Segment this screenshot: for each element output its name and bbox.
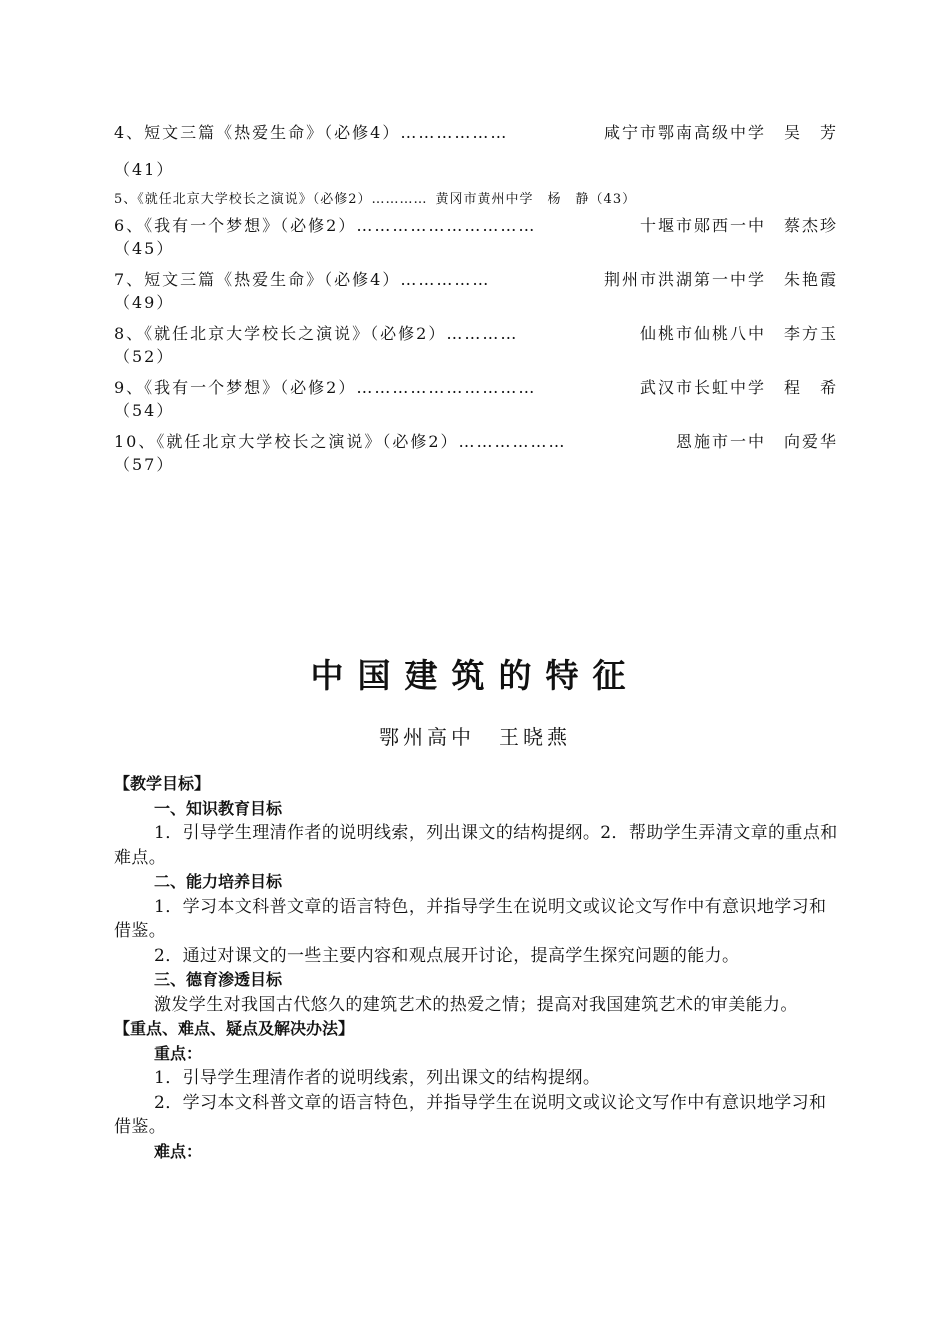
paragraph: 2．学习本文科普文章的语言特色，并指导学生在说明文或议论文写作中有意识地学习和借鉴。	[114, 1092, 827, 1137]
toc-entry-title: 6、《我有一个梦想》（必修2）…………………………	[114, 216, 537, 235]
toc-entry-title: 10、《就任北京大学校长之演说》（必修2）………………	[114, 432, 567, 451]
article-author: 鄂州高中 王晓燕	[379, 725, 571, 749]
paragraph: 1．引导学生理清作者的说明线索，列出课文的结构提纲。2．帮助学生弄清文章的重点和难点。	[114, 823, 838, 868]
toc-entry-author: 恩施市一中 向爱华	[675, 432, 838, 451]
toc-entry[interactable]	[114, 120, 838, 180]
toc-entry-title: 7、短文三篇《热爱生命》（必修4）……………	[114, 270, 491, 289]
subheading-knowledge-goals: 一、知识教育目标	[154, 798, 283, 818]
toc-entry-author: 仙桃市仙桃八中 李方玉	[639, 324, 838, 343]
section-heading-teaching-goals: 【教学目标】	[114, 774, 211, 793]
toc-entry-author: 黄冈市黄州中学 杨 静（43）	[435, 192, 637, 207]
toc-entry-title: 4、短文三篇《热爱生命》（必修4）………………	[114, 123, 509, 142]
paragraph: 1．学习本文科普文章的语言特色，并指导学生在说明文或议论文写作中有意识地学习和借鉴。	[114, 896, 827, 941]
toc-entry[interactable]	[114, 321, 838, 367]
toc-entry[interactable]	[114, 188, 838, 207]
table-of-contents	[114, 120, 838, 475]
toc-entry-page: （45）	[114, 239, 175, 258]
paragraph: 激发学生对我国古代悠久的建筑艺术的热爱之情；提高对我国建筑艺术的审美能力。	[154, 994, 798, 1015]
toc-entry-page: （57）	[114, 455, 175, 474]
toc-entry-title: 5、《就任北京大学校长之演说》（必修2）…………	[114, 192, 428, 207]
toc-entry-author: 十堰市郧西一中 蔡杰珍	[639, 216, 838, 235]
toc-entry-author: 咸宁市鄂南高级中学 吴 芳	[603, 123, 838, 142]
toc-entry[interactable]	[114, 429, 838, 475]
toc-entry-page: （49）	[114, 293, 175, 312]
article-title: 中国建筑的特征	[310, 656, 640, 695]
subheading-difficulties: 难点：	[154, 1141, 203, 1161]
toc-entry-title: 9、《我有一个梦想》（必修2）…………………………	[114, 378, 537, 397]
article-body	[114, 772, 838, 1164]
subheading-moral-goals: 三、德育渗透目标	[154, 970, 283, 989]
toc-entry-page: （54）	[114, 401, 175, 420]
toc-entry-author: 武汉市长虹中学 程 希	[639, 378, 838, 397]
toc-entry[interactable]	[114, 375, 838, 421]
paragraph: 1．引导学生理清作者的说明线索，列出课文的结构提纲。	[154, 1068, 601, 1088]
subheading-ability-goals: 二、能力培养目标	[154, 872, 283, 891]
paragraph: 2．通过对课文的一些主要内容和观点展开讨论，提高学生探究问题的能力。	[154, 945, 740, 966]
subheading-key-points: 重点：	[154, 1043, 203, 1063]
toc-entry-title: 8、《就任北京大学校长之演说》（必修2）…………	[114, 324, 519, 343]
toc-entry[interactable]	[114, 267, 838, 313]
toc-entry[interactable]	[114, 213, 838, 259]
toc-entry-author: 荆州市洪湖第一中学 朱艳霞	[603, 270, 838, 289]
toc-entry-page: （52）	[114, 347, 175, 366]
toc-entry-page: （41）	[114, 160, 175, 179]
section-heading-key-points: 【重点、难点、疑点及解决办法】	[114, 1019, 355, 1038]
